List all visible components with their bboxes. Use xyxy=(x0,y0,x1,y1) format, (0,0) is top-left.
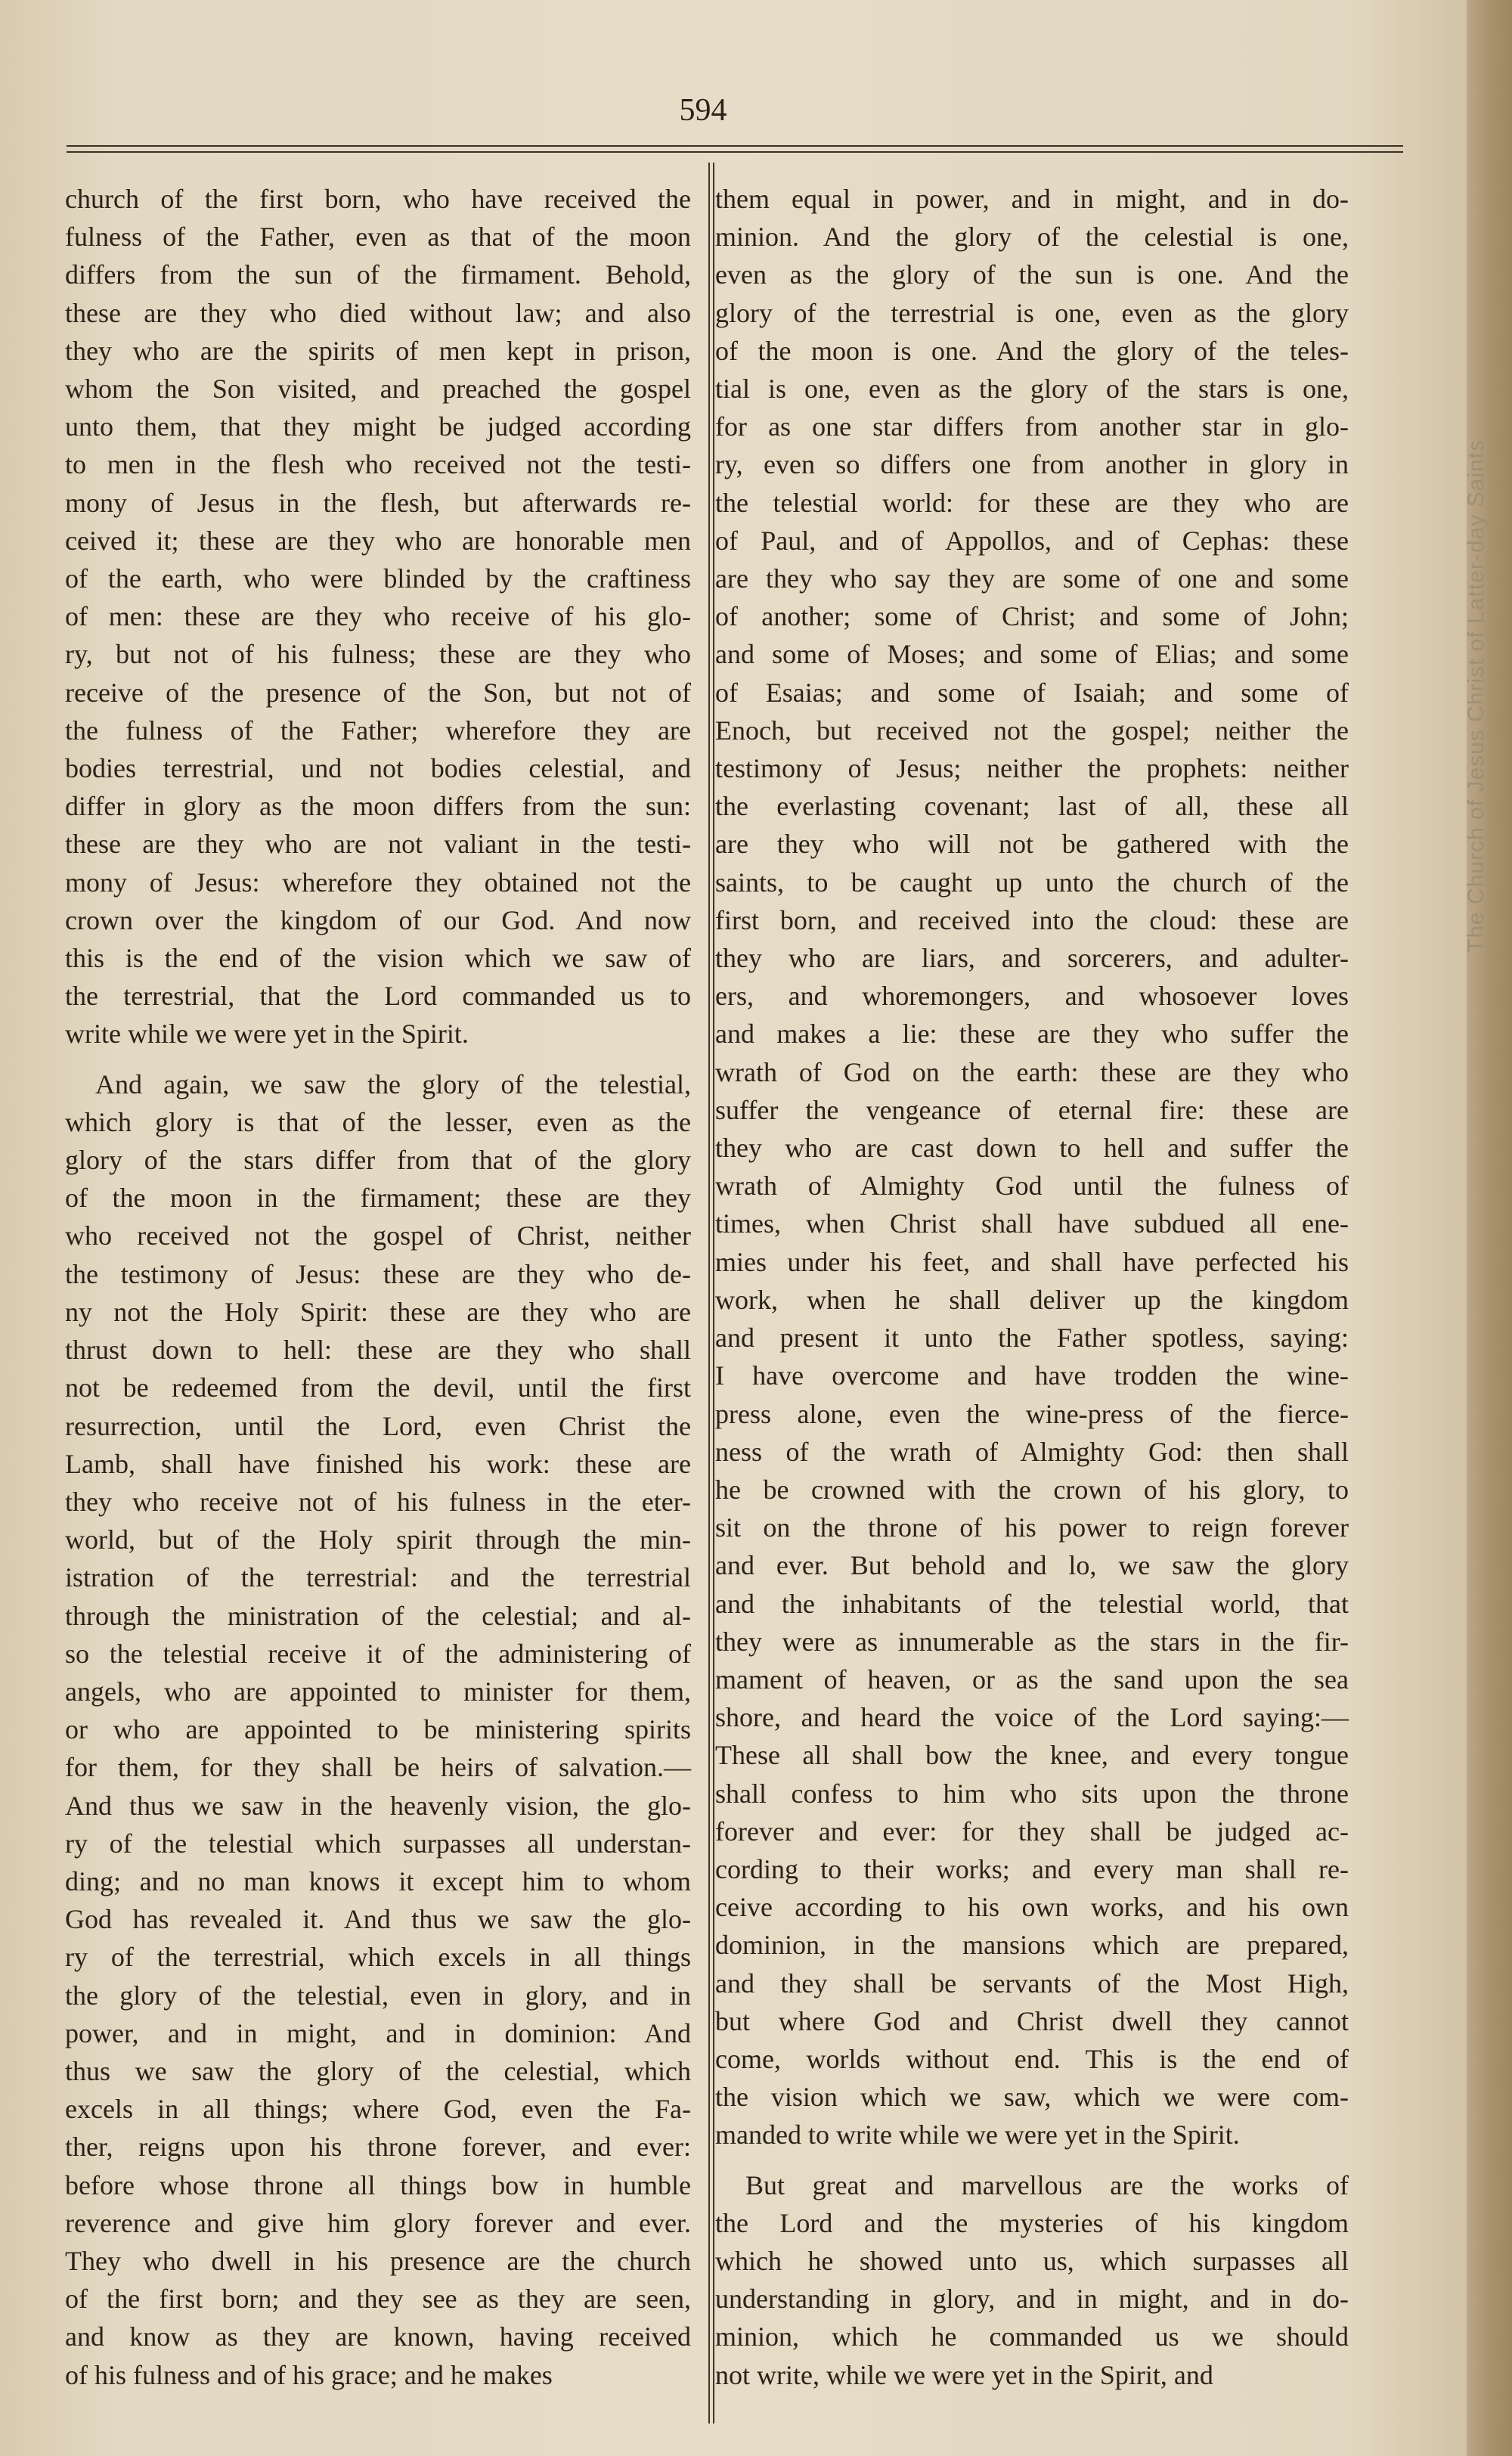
text-line: differ in glory as the moon differs from the sun: xyxy=(65,791,691,822)
text-line: ry of the terrestrial, which excels in all things xyxy=(65,1942,691,1973)
text-line: mament of heaven, or as the sand upon the sea xyxy=(715,1664,1349,1695)
text-line: the glory of the telestial, even in glory, and in xyxy=(65,1980,691,2011)
text-line: These all shall bow the knee, and every tongue xyxy=(715,1740,1349,1771)
text-line: are they who will not be gathered with the xyxy=(715,829,1349,860)
text-line: the fulness of the Father; wherefore they are xyxy=(65,715,691,746)
text-line: cording to their works; and every man shall re- xyxy=(715,1853,1349,1884)
text-line: differs from the sun of the firmament. Behold, xyxy=(65,259,691,290)
text-line: ceived it; these are they who are honorable men xyxy=(65,525,691,556)
text-line: come, worlds without end. This is the end of xyxy=(715,2043,1349,2074)
paragraph xyxy=(65,180,691,1053)
text-line: mony of Jesus in the flesh, but afterwards re- xyxy=(65,487,691,518)
text-line: of another; some of Christ; and some of John; xyxy=(715,601,1349,632)
text-line: God has revealed it. And thus we saw the glo- xyxy=(65,1904,691,1935)
text-line: dominion, in the mansions which are prepared, xyxy=(715,1930,1349,1961)
text-line: mony of Jesus: wherefore they obtained not the xyxy=(65,867,691,898)
text-line: the testimony of Jesus: these are they who de- xyxy=(65,1258,691,1289)
text-line: them equal in power, and in might, and in do- xyxy=(715,184,1349,214)
text-line: this is the end of the vision which we saw of xyxy=(65,943,691,974)
text-line: and ever. But behold and lo, we saw the glory xyxy=(715,1550,1349,1581)
text-line: first born, and received into the cloud: these are xyxy=(715,904,1349,935)
text-line: of Paul, and of Appollos, and of Cephas: these xyxy=(715,525,1349,556)
text-line: who received not the gospel of Christ, neither xyxy=(65,1220,691,1251)
text-line: istration of the terrestrial: and the terrestrial xyxy=(65,1562,691,1593)
text-line: excels in all things; where God, even the Fa- xyxy=(65,2094,691,2125)
text-line: they who are the spirits of men kept in prison, xyxy=(65,335,691,366)
text-line: thrust down to hell: these are they who shall xyxy=(65,1335,691,1366)
text-line: resurrection, until the Lord, even Christ the xyxy=(65,1410,691,1441)
text-line: wrath of Almighty God until the fulness of xyxy=(715,1171,1349,1202)
text-line: the telestial world: for these are they who are xyxy=(715,487,1349,518)
text-line: or who are appointed to be ministering spirits xyxy=(65,1714,691,1745)
text-line: work, when he shall deliver up the kingdom xyxy=(715,1284,1349,1315)
text-line: ry, but not of his fulness; these are they who xyxy=(65,639,691,670)
text-line: whom the Son visited, and preached the gospel xyxy=(65,374,691,405)
text-line: saints, to be caught up unto the church of the xyxy=(715,867,1349,898)
text-line: for as one star differs from another star in glo- xyxy=(715,411,1349,442)
text-line: to men in the flesh who received not the testi- xyxy=(65,449,691,480)
text-line: They who dwell in his presence are the church xyxy=(65,2245,691,2276)
text-line: ding; and no man knows it except him to whom xyxy=(65,1865,691,1896)
text-line: and present it unto the Father spotless, saying: xyxy=(715,1323,1349,1354)
paragraph xyxy=(715,180,1349,2154)
text-line: forever and ever: for they shall be judged ac- xyxy=(715,1816,1349,1847)
text-line: of the earth, who were blinded by the craftiness xyxy=(65,563,691,594)
text-line: and the inhabitants of the telestial world, that xyxy=(715,1588,1349,1619)
text-line: Lamb, shall have finished his work: these are xyxy=(65,1448,691,1479)
text-line: ness of the wrath of Almighty God: then shall xyxy=(715,1436,1349,1467)
text-line: not be redeemed from the devil, until the first xyxy=(65,1372,691,1403)
text-line: church of the first born, who have received the xyxy=(65,184,691,214)
text-line: Enoch, but received not the gospel; neither the xyxy=(715,715,1349,746)
text-line: ers, and whoremongers, and whosoever loves xyxy=(715,981,1349,1012)
text-line: glory of the stars differ from that of the glory xyxy=(65,1145,691,1176)
text-line: wrath of God on the earth: these are they who xyxy=(715,1056,1349,1087)
text-line: not write, while we were yet in the Spirit, and xyxy=(715,2359,1213,2390)
text-line: the vision which we saw, which we were com- xyxy=(715,2082,1349,2113)
text-line: write while we were yet in the Spirit. xyxy=(65,1019,469,1050)
text-line: angels, who are appointed to minister for them, xyxy=(65,1676,691,1707)
text-line: press alone, even the wine-press of the fierce- xyxy=(715,1398,1349,1429)
paragraph xyxy=(715,2166,1349,2394)
text-line: the terrestrial, that the Lord commanded us to xyxy=(65,981,691,1012)
header-rule-top xyxy=(67,145,1403,147)
column-divider-double xyxy=(713,163,714,2423)
text-line: ceive according to his own works, and his own xyxy=(715,1892,1349,1923)
text-line: for them, for they shall be heirs of salvation.— xyxy=(65,1752,691,1783)
text-line: and some of Moses; and some of Elias; and some xyxy=(715,639,1349,670)
text-line: the Lord and the mysteries of his kingdom xyxy=(715,2207,1349,2238)
text-line: reverence and give him glory forever and ever. xyxy=(65,2207,691,2238)
text-line: they who receive not of his fulness in the eter- xyxy=(65,1486,691,1517)
text-line: understanding in glory, and in might, and in do- xyxy=(715,2284,1349,2315)
text-line: thus we saw the glory of the celestial, which xyxy=(65,2055,691,2086)
text-line: bodies terrestrial, und not bodies celestial, and xyxy=(65,753,691,784)
text-line: world, but of the Holy spirit through the min- xyxy=(65,1524,691,1555)
text-line: glory of the terrestrial is one, even as the glory xyxy=(715,297,1349,328)
text-line: which glory is that of the lesser, even as the xyxy=(65,1106,691,1137)
text-line: of his fulness and of his grace; and he makes xyxy=(65,2359,553,2390)
text-line: he be crowned with the crown of his glory, to xyxy=(715,1474,1349,1505)
text-line: ther, reigns upon his throne forever, and ever: xyxy=(65,2132,691,2163)
text-line: sit on the throne of his power to reign forever xyxy=(715,1512,1349,1543)
text-line: the everlasting covenant; last of all, these all xyxy=(715,791,1349,822)
text-line: of the moon in the firmament; these are they xyxy=(65,1183,691,1214)
text-line: minion, which he commanded us we should xyxy=(715,2321,1349,2352)
text-line: times, when Christ shall have subdued all ene- xyxy=(715,1208,1349,1239)
text-line: they were as innumerable as the stars in the fir- xyxy=(715,1626,1349,1657)
text-line: these are they who are not valiant in the testi- xyxy=(65,829,691,860)
text-line: so the telestial receive it of the administering of xyxy=(65,1638,691,1669)
book-spine xyxy=(1467,0,1512,2456)
text-line: receive of the presence of the Son, but not of xyxy=(65,677,691,708)
text-line: And again, we saw the glory of the telestial, xyxy=(95,1068,691,1099)
text-line: before whose throne all things bow in humble xyxy=(65,2169,691,2200)
text-line: and they shall be servants of the Most High, xyxy=(715,1968,1349,1999)
column-divider xyxy=(708,163,710,2423)
text-line: which he showed unto us, which surpasses all xyxy=(715,2245,1349,2276)
paragraph-gap xyxy=(715,2154,1349,2166)
text-line: these are they who died without law; and also xyxy=(65,297,691,328)
text-line: but where God and Christ dwell they cannot xyxy=(715,2005,1349,2036)
left-column xyxy=(65,180,691,2394)
text-line: and makes a lie: these are they who suffer the xyxy=(715,1019,1349,1050)
library-watermark: The Church xyxy=(1464,826,1489,953)
text-line: crown over the kingdom of our God. And now xyxy=(65,904,691,935)
text-line: shore, and heard the voice of the Lord saying:— xyxy=(715,1702,1349,1733)
text-line: are they who say they are some of one and some xyxy=(715,563,1349,594)
text-line: suffer the vengeance of eternal fire: these are xyxy=(715,1094,1349,1125)
text-line: tial is one, even as the glory of the stars is one, xyxy=(715,374,1349,405)
text-line: But great and marvellous are the works of xyxy=(745,2169,1349,2200)
text-line: ry of the telestial which surpasses all understan- xyxy=(65,1828,691,1859)
text-line: ny not the Holy Spirit: these are they who are xyxy=(65,1296,691,1327)
header-rule-bottom xyxy=(67,151,1403,153)
page-number: 594 xyxy=(679,93,727,128)
text-line: they who are liars, and sorcerers, and adulter- xyxy=(715,943,1349,974)
text-line: And thus we saw in the heavenly vision, the glo- xyxy=(65,1790,691,1821)
text-line: of the first born; and they see as they are seen, xyxy=(65,2284,691,2315)
right-column xyxy=(715,180,1349,2394)
text-line: manded to write while we were yet in the Spirit. xyxy=(715,2120,1240,2151)
text-line: even as the glory of the sun is one. And the xyxy=(715,259,1349,290)
paragraph xyxy=(65,1065,691,2394)
text-line: of the moon is one. And the glory of the teles- xyxy=(715,335,1349,366)
text-line: they who are cast down to hell and suffer the xyxy=(715,1133,1349,1164)
text-line: power, and in might, and in dominion: And xyxy=(65,2017,691,2048)
text-line: ry, even so differs one from another in glory in xyxy=(715,449,1349,480)
text-line: fulness of the Father, even as that of the moon xyxy=(65,222,691,253)
text-line: testimony of Jesus; neither the prophets: neither xyxy=(715,753,1349,784)
text-line: and know as they are known, having received xyxy=(65,2321,691,2352)
text-line: of Esaias; and some of Isaiah; and some of xyxy=(715,677,1349,708)
text-line: minion. And the glory of the celestial is one, xyxy=(715,222,1349,253)
text-line: shall confess to him who sits upon the throne xyxy=(715,1778,1349,1809)
text-line: I have overcome and have trodden the wine- xyxy=(715,1360,1349,1391)
text-line: of men: these are they who receive of his glo- xyxy=(65,601,691,632)
text-line: through the ministration of the celestial; and al- xyxy=(65,1600,691,1631)
paragraph-gap xyxy=(65,1053,691,1065)
text-line: mies under his feet, and shall have perfected his xyxy=(715,1246,1349,1277)
text-line: unto them, that they might be judged according xyxy=(65,411,691,442)
